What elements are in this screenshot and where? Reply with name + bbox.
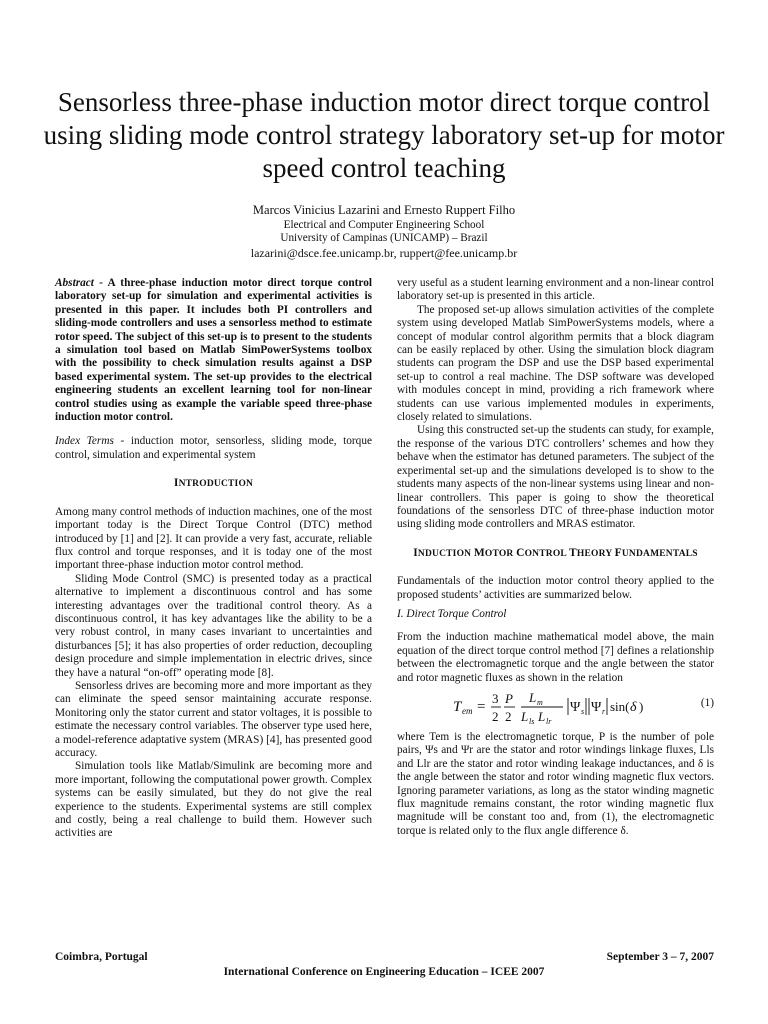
subsection-heading: I. Direct Torque Control bbox=[397, 607, 507, 620]
abstract-label: Abstract bbox=[55, 277, 94, 289]
svg-text:lr: lr bbox=[546, 716, 552, 726]
svg-text:=: = bbox=[477, 698, 486, 715]
fundamentals-heading: INDUCTION MOTOR CONTROL THEORY FUNDAMENTALS bbox=[413, 546, 698, 559]
svg-text:L: L bbox=[538, 708, 546, 724]
svg-text:T: T bbox=[453, 698, 462, 715]
svg-text:): ) bbox=[639, 698, 644, 714]
index-terms-label: Index Terms bbox=[55, 435, 114, 448]
introduction-heading: INTRODUCTION bbox=[173, 477, 254, 490]
dtc-paragraph-2: where Tem is the electromagnetic torque, P is the number of pole pairs, Ψs and Ψr are the stator and rotor windings linkage fluxes, Lls and Llr are the stator and rotor winding leakage inductances, and δ is the angle between the stator and rotor winding magnetic flux vectors. Ignoring parameter variations, as long as the stator winding magnetic flux magnitude remains constant, the rotor winding magnetic flux magnitude will be constant too and, from (1), the electromagnetic torque is related only to the flux angle difference δ. bbox=[397, 730, 714, 837]
right-paragraph-2: The proposed set-up allows simulation activities of the complete system using developed Matlab SimPowerSystems models, where a concept of modular control algorithm permits that a block diagram can be easily replaced by other. Using the simulation block diagram students can program the DSP and use the DSP based experimental set-up to control a real machine. The DSP software was developed with modules concept in mind, providing a rich framework where students can use various implemented modules in experiments, closely related to simulations. bbox=[397, 303, 714, 424]
equation-number: (1) bbox=[700, 696, 714, 709]
svg-text:L: L bbox=[521, 708, 529, 724]
svg-text:P: P bbox=[505, 690, 513, 706]
equation-formula bbox=[449, 688, 649, 726]
svg-text:sin(: sin( bbox=[610, 698, 630, 714]
affiliation-line-2: University of Campinas (UNICAMP) – Brazil bbox=[280, 232, 488, 245]
left-column bbox=[55, 277, 372, 841]
index-terms bbox=[55, 435, 372, 462]
svg-text:s: s bbox=[581, 706, 585, 716]
affiliation bbox=[40, 219, 728, 245]
footer-location: Coimbra, Portugal bbox=[55, 951, 148, 963]
svg-text:δ: δ bbox=[630, 699, 637, 715]
abstract-text: - A three-phase induction motor direct torque control laboratory set-up for simulation and experimental activities is presented in this paper. It includes both PI controllers and sliding-mode controllers and uses a sensorless method to estimate rotor speed. The subject of this set-up is to present to the students a simulation tool based on Matlab SimPowerSystems toolbox with the possibility to check simulation results against a DSP based experimental system. The set-up provides to the electrical engineering students an excellent learning tool for non-linear control studies using as example the variable speed three-phase induction motor control. bbox=[55, 277, 372, 424]
index-terms-text: - induction motor, sensorless, sliding mode, torque control, simulation and experimental system bbox=[55, 435, 372, 461]
svg-text:Ψ: Ψ bbox=[591, 699, 602, 715]
torque-equation bbox=[397, 688, 714, 726]
intro-paragraph-2: Sliding Mode Control (SMC) is presented today as a practical alternative to implement a discontinuous control and has some interesting advantages over the traditional control theory. As a discontinuous control, it has key advantages like the ability to be a very robust control, in many cases invariant to uncertainties and disturbances [5]; it has also properties of order reduction, decoupling design procedure and simple implementation in electric drives, since they have a natural “on-off” operating mode [8]. bbox=[55, 572, 372, 679]
svg-text:L: L bbox=[529, 689, 537, 705]
svg-text:m: m bbox=[537, 697, 543, 707]
dtc-paragraph-1: From the induction machine mathematical model above, the main equation of the direct torque control method [7] defines a relationship between the electromagnetic torque and the angle between the stator and rotor magnetic fluxes as shown in the relation bbox=[397, 631, 714, 684]
authors: Marcos Vinicius Lazarini and Ernesto Ruppert Filho bbox=[252, 203, 516, 217]
svg-text:r: r bbox=[602, 706, 606, 716]
paper-title: Sensorless three-phase induction motor direct torque control using sliding mode control strategy laboratory set-up for motor speed control teaching bbox=[43, 87, 725, 183]
footer-date: September 3 – 7, 2007 bbox=[606, 951, 714, 963]
svg-text:2: 2 bbox=[505, 708, 512, 724]
svg-text:em: em bbox=[462, 705, 473, 716]
abstract bbox=[55, 277, 372, 424]
svg-text:Ψ: Ψ bbox=[570, 699, 581, 715]
right-column bbox=[397, 277, 714, 838]
intro-paragraph-1: Among many control methods of induction machines, one of the most important today is the Direct Torque Control (DTC) method introduced by [1] and [2]. It can provide a very fast, accurate, reliable flux control and torque responses, and it is today one of the most important three-phase induction motor control method. bbox=[55, 505, 372, 572]
svg-text:2: 2 bbox=[492, 708, 499, 724]
footer-conference: International Conference on Engineering Education – ICEE 2007 bbox=[223, 966, 545, 978]
fundamentals-paragraph: Fundamentals of the induction motor control theory applied to the proposed students’ activities are summarized below. bbox=[397, 575, 714, 601]
svg-text:3: 3 bbox=[492, 690, 499, 706]
svg-text:ls: ls bbox=[529, 716, 535, 726]
intro-paragraph-3: Sensorless drives are becoming more and more important as they can eliminate the speed sensor maintaining accurate response. Monitoring only the stator current and stator voltages, it is possible to estimate the necessary control variables. The observer type used here, a model-reference adaptative system (MRAS) [4], has presented good accuracy. bbox=[55, 679, 372, 759]
intro-paragraph-4: Simulation tools like Matlab/Simulink are becoming more and more important, following the computational power growth. Complex systems can be easily simulated, but they do not give the real experience to the students. Experimental systems are still complex and costly, being a real challenge to build them. However such activities are bbox=[55, 760, 372, 840]
right-paragraph-1: very useful as a student learning environment and a non-linear control laboratory set-up is presented in this article. bbox=[397, 277, 714, 303]
author-emails: lazarini@dsce.fee.unicamp.br, ruppert@fee.unicamp.br bbox=[250, 246, 518, 260]
affiliation-line-1: Electrical and Computer Engineering School bbox=[283, 219, 485, 231]
right-paragraph-3: Using this constructed set-up the students can study, for example, the response of the various DTC controllers’ schemes and how they behave when the estimator has detuned parameters. The subject of the experimental set-up and the simulations developed is to show to the students many aspects of the non-linear systems using linear and non-linear controllers. This paper is going to show the theoretical foundations of the sensorless DTC of three-phase induction motor using sliding mode controllers and MRAS estimator. bbox=[397, 424, 714, 531]
